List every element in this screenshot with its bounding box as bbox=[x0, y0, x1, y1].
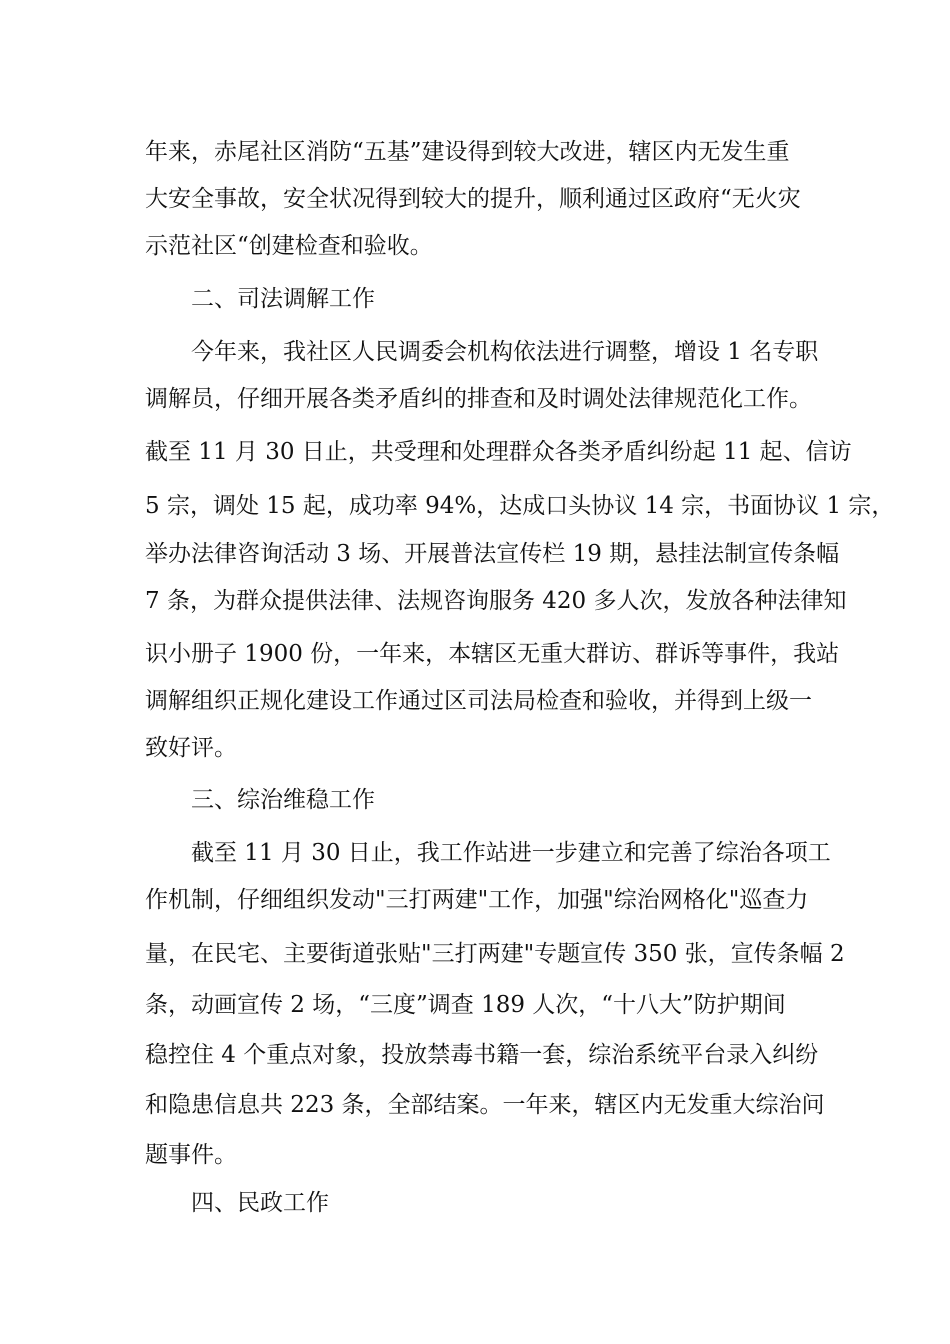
section-heading: 二、司法调解工作 bbox=[191, 286, 375, 312]
text-line: 示范社区“创建检查和验收。 bbox=[145, 233, 433, 259]
text-line: 7 条，为群众提供法律、法规咨询服务 420 多人次，发放各种法律知 bbox=[145, 588, 847, 614]
text-line: 今年来，我社区人民调委会机构依法进行调整，增设 1 名专职 bbox=[191, 339, 819, 365]
text-line: 5 宗，调处 15 起，成功率 94%，达成口头协议 14 宗，书面协议 1 宗， bbox=[145, 493, 895, 519]
section-heading: 四、民政工作 bbox=[191, 1190, 329, 1216]
text-line: 识小册子 1900 份，一年来，本辖区无重大群访、群诉等事件，我站 bbox=[145, 641, 840, 667]
text-line: 截至 11 月 30 日止，我工作站进一步建立和完善了综治各项工 bbox=[191, 840, 831, 866]
text-line: 题事件。 bbox=[145, 1142, 237, 1168]
section-heading: 三、综治维稳工作 bbox=[191, 787, 375, 813]
text-line: 稳控住 4 个重点对象，投放禁毒书籍一套，综治系统平台录入纠纷 bbox=[145, 1042, 819, 1068]
text-line: 调解组织正规化建设工作通过区司法局检查和验收，并得到上级一 bbox=[145, 688, 812, 714]
text-line: 致好评。 bbox=[145, 735, 237, 761]
text-line: 量，在民宅、主要街道张贴"三打两建"专题宣传 350 张，宣传条幅 2 bbox=[145, 941, 845, 967]
text-line: 作机制，仔细组织发动"三打两建"工作，加强"综治网格化"巡查力 bbox=[145, 887, 809, 913]
text-line: 调解员，仔细开展各类矛盾纠的排查和及时调处法律规范化工作。 bbox=[145, 386, 812, 412]
text-line: 和隐患信息共 223 条，全部结案。一年来，辖区内无发重大综治问 bbox=[145, 1092, 825, 1118]
text-line: 大安全事故，安全状况得到较大的提升，顺利通过区政府“无火灾 bbox=[145, 186, 801, 212]
text-line: 条，动画宣传 2 场，“三度”调查 189 人次，“十八大”防护期间 bbox=[145, 992, 786, 1018]
text-line: 截至 11 月 30 日止，共受理和处理群众各类矛盾纠纷起 11 起、信访 bbox=[145, 439, 852, 465]
text-line: 年来，赤尾社区消防“五基”建设得到较大改进，辖区内无发生重 bbox=[145, 139, 790, 165]
text-line: 举办法律咨询活动 3 场、开展普法宣传栏 19 期，悬挂法制宣传条幅 bbox=[145, 541, 840, 567]
